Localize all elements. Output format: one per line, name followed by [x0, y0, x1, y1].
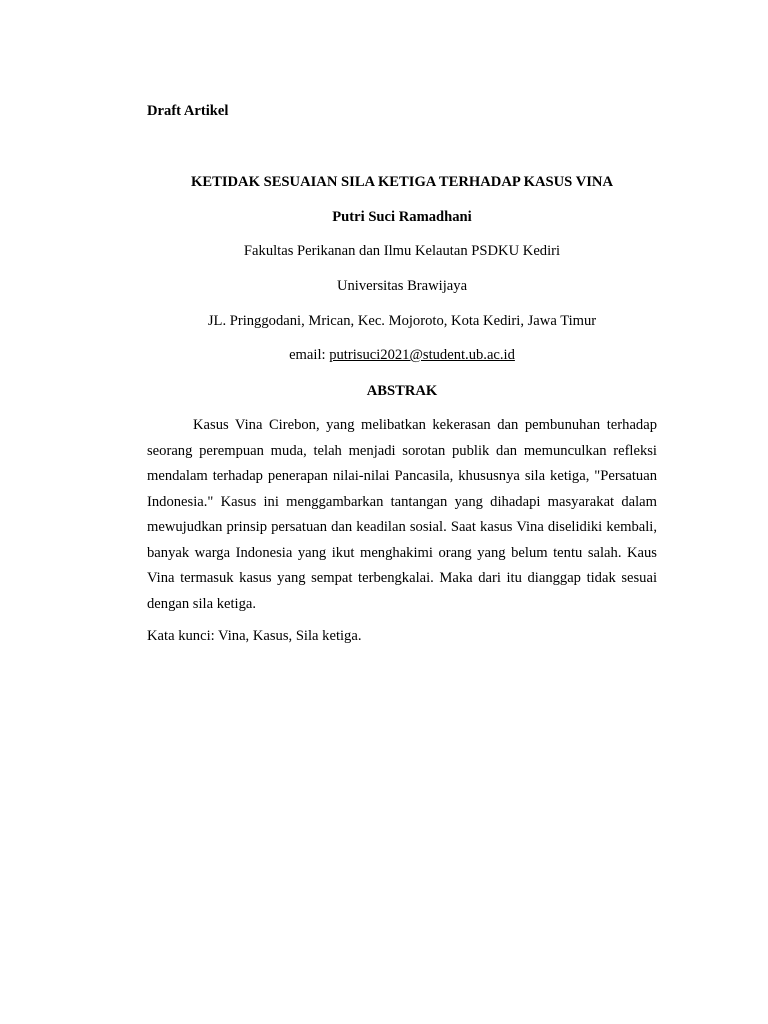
email-link[interactable]: putrisuci2021@student.ub.ac.id [329, 347, 515, 363]
abstract-body: Kasus Vina Cirebon, yang melibatkan kekerasan dan pembunuhan terhadap seorang perempuan muda, telah menjadi sorotan publik dan memunculkan refleksi mendalam terhadap penerapan nilai-nilai Pancasila, khususnya sila ketiga, "Persatuan Indonesia." Kasus ini menggambarkan tantangan yang dihadapi masyarakat dalam mewujudkan prinsip persatuan dan keadilan sosial. Saat kasus Vina diselidiki kembali, banyak warga Indonesia yang ikut menghakimi orang yang belum tentu salah. Kaus Vina termasuk kasus yang sempat terbengkalai. Maka dari itu dianggap tidak sesuai dengan sila ketiga. [147, 417, 657, 612]
author-name: Putri Suci Ramadhani [332, 209, 472, 225]
email-line [147, 347, 657, 364]
faculty-affiliation: Fakultas Perikanan dan Ilmu Kelautan PSDKU Kediri [243, 243, 561, 259]
keywords-line: Kata kunci: Vina, Kasus, Sila ketiga. [147, 628, 362, 644]
university-affiliation: Universitas Brawijaya [336, 278, 468, 294]
abstract-heading: ABSTRAK [366, 383, 438, 399]
email-prefix: email: [289, 347, 330, 363]
article-title: KETIDAK SESUAIAN SILA KETIGA TERHADAP KASUS VINA [191, 174, 613, 190]
draft-label: Draft Artikel [147, 103, 229, 119]
address-line: JL. Pringgodani, Mrican, Kec. Mojoroto, Kota Kediri, Jawa Timur [207, 313, 597, 329]
